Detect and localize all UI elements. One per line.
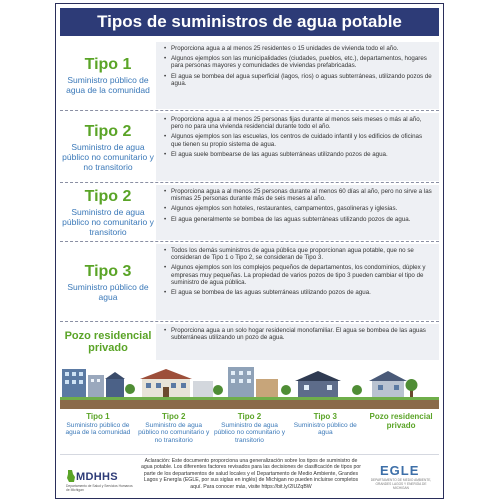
caption-subtitle: Suministro público de agua — [293, 422, 357, 437]
row-subtitle: Suministro de agua público no comunitario y no transitorio — [62, 141, 154, 172]
row-tipo-1 — [60, 42, 439, 109]
bullet: • Algunos ejemplos son los complejos pequeños de departamentos, los condominios, dúplex y empresas muy pequeñas. La propiedad de varios pozos de tipo 3 pueden cambiar el tipo de suministro de agua pública. — [164, 264, 433, 286]
hotel-building-icon — [228, 367, 278, 397]
mdhhs-logo — [66, 463, 136, 495]
caption-pozo-privado — [363, 412, 439, 452]
caption-type: Tipo 1 — [86, 412, 110, 421]
bullet: • El agua generalmente se bombea de las aguas subterráneas utilizando pozos de agua. — [164, 216, 433, 223]
building-captions — [60, 412, 439, 452]
row-details — [156, 113, 439, 181]
bullet: • El agua suele bombearse de las aguas subterráneas utilizando pozos de agua. — [164, 151, 433, 158]
row-type: Tipo 1 — [84, 56, 132, 73]
mdhhs-logo-text: MDHHS — [76, 471, 118, 483]
footer — [60, 454, 439, 496]
page-title: Tipos de suministros de agua potable — [60, 8, 439, 36]
row-details — [156, 42, 439, 109]
school-building-icon — [140, 369, 213, 397]
row-label — [60, 244, 156, 320]
bullet: • Proporciona agua a un solo hogar residencial monofamiliar. El agua se bombea de las aguas subterráneas utilizando un pozo de agua. — [164, 327, 433, 341]
row-pozo-privado — [60, 324, 439, 360]
egle-logo-subtitle: DEPARTAMENTO DE MEDIO AMBIENTE, GRANDES LAGOS Y ENERGÍA DE MICHIGAN — [370, 478, 432, 490]
apartment-building-icon — [62, 369, 125, 397]
row-label — [60, 113, 156, 181]
divider — [60, 110, 439, 111]
row-label — [60, 185, 156, 240]
bullet: • Algunos ejemplos son las municipalidades (ciudades, pueblos, etc.), departamentos, hogares para personas mayores y comunidades de viviendas prefabricadas. — [164, 55, 433, 69]
caption-tipo-2-transitorio — [212, 412, 288, 452]
bullet: • Proporciona agua a al menos 25 residentes o 15 unidades de vivienda todo el año. — [164, 45, 433, 52]
bullet: • Algunos ejemplos son las escuelas, los centros de cuidado infantil y los edificios de oficinas que tienen su propio sistema de agua. — [164, 133, 433, 147]
divider — [60, 241, 439, 242]
row-tipo-2-no-transitorio — [60, 113, 439, 181]
row-subtitle: Suministro de agua público no comunitario y transitorio — [62, 207, 154, 237]
row-details — [156, 324, 439, 360]
row-tipo-2-transitorio — [60, 185, 439, 240]
buildings-illustration — [60, 359, 439, 409]
row-details — [156, 244, 439, 320]
row-type: Pozo residencial privado — [64, 330, 152, 354]
row-details — [156, 185, 439, 240]
row-tipo-3 — [60, 244, 439, 320]
divider — [60, 321, 439, 322]
caption-subtitle: Suministro de agua público no comunitario y transitorio — [213, 422, 286, 444]
bullet: • Algunos ejemplos son hoteles, restaurantes, campamentos, gasolineras y iglesias. — [164, 205, 433, 212]
bullet: • El agua se bombea del agua superficial (lagos, ríos) o aguas subterráneas, utilizando pozos de agua. — [164, 73, 433, 87]
michigan-map-icon — [66, 469, 76, 483]
bullet: • Todos los demás suministros de agua pública que proporcionan agua potable, que no se consideran de Tipo 1 o Tipo 2, se consideran de Tipo 3. — [164, 247, 433, 261]
caption-subtitle: Suministro público de agua de la comunidad — [65, 422, 131, 437]
caption-subtitle: Suministro de agua público no comunitario y no transitorio — [138, 422, 210, 444]
row-subtitle: Suministro público de agua de la comunidad — [66, 75, 150, 95]
mdhhs-logo-subtitle: Departamento de Salud y Servicios Humanos de Michigan — [66, 484, 133, 492]
caption-tipo-1 — [60, 412, 136, 452]
caption-type: Tipo 2 — [161, 412, 186, 421]
row-label — [60, 42, 156, 109]
row-type: Tipo 2 — [84, 188, 132, 205]
caption-tipo-2-no-transitorio — [136, 412, 212, 452]
private-house-icon — [369, 371, 418, 397]
row-type: Tipo 3 — [84, 262, 132, 280]
bullet: • Proporciona agua a al menos 25 personas durante al menos 60 días al año, pero no sirve a las mismas 25 personas durante más de seis meses al año. — [164, 188, 433, 202]
row-label — [60, 324, 156, 360]
divider — [60, 182, 439, 183]
fact-sheet — [55, 3, 444, 499]
caption-type: Tipo 2 — [237, 412, 262, 421]
row-type: Tipo 2 — [84, 122, 132, 140]
row-subtitle: Suministro público de agua — [67, 281, 149, 302]
egle-logo-text: EGLE — [380, 463, 420, 478]
bullet: • El agua se bombea de las aguas subterráneas utilizando pozos de agua. — [164, 289, 433, 296]
duplex-building-icon — [295, 371, 341, 397]
caption-tipo-3 — [287, 412, 363, 452]
caption-type: Tipo 3 — [313, 412, 337, 421]
bullet: • Proporciona agua a al menos 25 personas fijas durante al menos seis meses o más al año, pero no para una vivienda residencial durante todo el año. — [164, 116, 433, 130]
egle-logo — [366, 463, 436, 493]
caption-type: Pozo residencial privado — [369, 412, 433, 430]
disclaimer-note: Aclaración: Este documento proporciona una generalización sobre los tipos de suministro de agua potable. Los diferentes factores revisados para las decisiones de clasificación de tipos por parte de los departamentos de salud locales y el Departamento de Medio Ambiente, Grandes Lagos y Energía (EGLE, por sus siglas en inglés) de Michigan no pueden incluirse completos aquí. Para conocer más, visite https://bit.ly/2IUZqBW — [140, 458, 362, 490]
